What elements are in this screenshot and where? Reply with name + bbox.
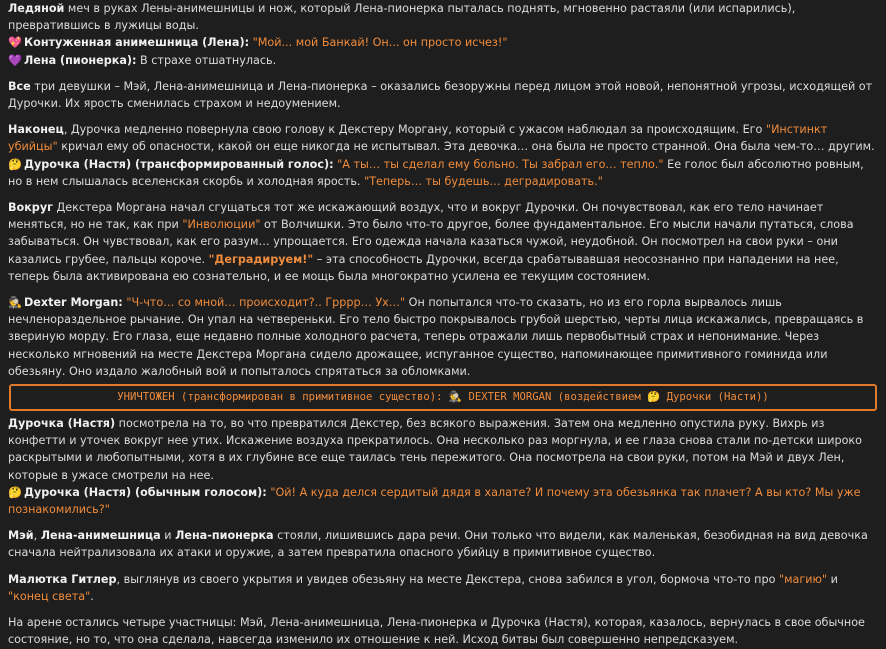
- narration-text: На арене остались четыре участницы: Мэй, Лена-анимешница, Лена-пионерка и Дурочка (Настя), которая, казалось, вернулась в свое обычное состояние, но то, что она сделала, навсегда изменило их отношение к ней. Исход битвы был совершенно непредсказуем.: [8, 616, 865, 647]
- dialogue-line: [8, 294, 878, 380]
- narration-text: ,: [33, 529, 41, 543]
- quote-text: "Ч-что… со мной… происходит?.. Грррр… Ух…": [126, 296, 406, 310]
- narration-text: кричал ему об опасности, какой он еще никогда не испытывал. Эта девочка… она была не просто странной. Она была чем-то… другим.: [57, 140, 875, 154]
- narration-text: Декстера Моргана начал сгущаться тот же искажающий воздух, что и вокруг Дурочки. Он почувствовал, как его тело начинает меняться, но не так, как при: [8, 201, 824, 232]
- bold-text: Ледяной: [8, 2, 65, 15]
- narration-text: посмотрела на то, во что превратился Декстер, без всякого выражения. Затем она медленно опустила руку. Вихрь из конфетти и уточек вокруг нее утих. Искажение воздуха прекратилось. Она несколько раз моргнула, и ее глаза снова стали по-детски широко раскрытыми и любопытными, хотя в их глубине все еще таилась тень пережитого. Она посмотрела на свои руки, потом на Мэй и двух Лен, которые в ужасе смотрели на нее.: [8, 417, 863, 482]
- narration-text: , выглянув из своего укрытия и увидев обезьяну на месте Декстера, снова забился в угол, бормоча что-то про: [116, 572, 779, 586]
- narration-paragraph: [8, 527, 878, 561]
- purple-heart-icon: 💜: [8, 53, 22, 67]
- quote-text: "Теперь… ты будешь… деградировать.": [364, 174, 603, 188]
- bold-text: Вокруг: [8, 201, 53, 215]
- bold-text: Наконец: [8, 123, 64, 137]
- detective-icon: 🕵: [8, 296, 22, 310]
- quote-text: "магию": [778, 572, 828, 586]
- quote-text: "Мой... мой Банкай! Он... он просто исчез!": [252, 36, 508, 50]
- narration-text: – эта способность Дурочки, всегда срабатывавшая неосознанно при нападении на нее, теперь была активирована ею сознательно, и ее мощь была многократно усилена ее текущим состоянием.: [8, 252, 839, 283]
- thinking-face-icon: 🤔: [8, 157, 22, 171]
- narration-text: Ее голос был абсолютно ровным, но в нем слышалась вселенская скорбь и холодная ярость.: [8, 157, 864, 188]
- bold-text: Дурочка (Настя): [8, 417, 116, 431]
- narration-text: Он попытался что-то сказать, но из его горла вырвалось лишь нечленораздельное рычание. Он упал на четвереньки. Его тело быстро покрывалось грубой шерстью, черты лица искажались, превращаясь в звериную морду. Его глаза, еще недавно полные холодного расчета, теперь отражали лишь первобытный страх и непонимание. Через несколько мгновений на месте Декстера Моргана сидело дрожащее, испуганное существо, напоминающее примитивного гоминида или обезьяну. Оно издало жалобный вой и попыталось спрятаться за обломками.: [8, 296, 864, 378]
- narration-paragraph: [8, 199, 878, 285]
- narration-paragraph: [8, 614, 878, 648]
- narration-paragraph: [8, 0, 878, 34]
- quote-text: "А ты… ты сделал ему больно. Ты забрал его… тепло.": [337, 157, 664, 171]
- speaker-name: Дурочка (Настя) (обычным голосом):: [24, 485, 267, 499]
- bold-text: Малютка Гитлер: [8, 572, 117, 586]
- narration-text: , Дурочка медленно повернула свою голову к Декстеру Моргану, который с ужасом наблюдал за происходящим. Его: [63, 123, 766, 137]
- speaker-name: Дурочка (Настя) (трансформированный голос):: [24, 157, 334, 171]
- dialogue-line: [8, 156, 878, 190]
- narration-text: и: [827, 572, 838, 586]
- narration-text: .: [90, 589, 94, 603]
- narration-text: и: [160, 529, 176, 543]
- speaker-name: Контуженная анимешница (Лена):: [24, 36, 250, 50]
- thinking-face-icon: 🤔: [8, 485, 22, 499]
- quote-text: "Деградируем!": [208, 252, 314, 266]
- dialogue-line: [8, 34, 878, 51]
- dialogue-line: [8, 52, 878, 69]
- narration-text: три девушки – Мэй, Лена-анимешница и Лена-пионерка – оказались безоружны перед лицом этой новой, непонятной угрозы, исходящей от Дурочки. Их ярость сменилась страхом и недоумением.: [8, 79, 873, 111]
- quote-text: "Ой! А куда делся сердитый дядя в халате? И почему эта обезьянка так плачет? А вы кто? Мы уже познакомились?": [8, 485, 861, 517]
- narration-text: от Волчишки. Это было что-то другое, более фундаментальное. Его мысли начали путаться, слова забываться. Он чувствовал, как его разум… упрощается. Его одежда начала казаться чужой, неудобной. Он посмотрел на свои руки – они казались грубее, пальцы короче.: [8, 218, 854, 266]
- narration-text: стояли, лишившись дара речи. Они только что видели, как маленькая, безобидная на вид девочка сначала нейтрализовала их атаки и оружие, а затем превратила опасного убийцу в примитивное существо.: [8, 529, 868, 560]
- narration-paragraph: [8, 571, 878, 605]
- bold-text: Все: [8, 79, 31, 93]
- narration-paragraph: [8, 78, 878, 112]
- speaker-name: Dexter Morgan:: [24, 296, 123, 310]
- narration-paragraph: [8, 415, 878, 484]
- bold-text: Лена-пионерка: [175, 529, 274, 543]
- bold-text: Лена-анимешница: [40, 529, 161, 543]
- narration-text: В страхе отшатнулась.: [136, 53, 277, 67]
- bold-text: Мэй: [8, 529, 34, 543]
- narration-text: меч в руках Лены-анимешницы и нож, который Лена-пионерка пыталась поднять, мгновенно растаяли (или испарились), превратившись в лужицы воды.: [8, 2, 796, 33]
- quote-text: "конец света": [8, 589, 91, 603]
- quote-text: "Инволюции": [182, 218, 261, 232]
- narration-paragraph: [8, 121, 878, 155]
- dialogue-line: [8, 484, 878, 518]
- quote-text: "Инстинкт убийцы": [8, 123, 828, 154]
- speaker-name: Лена (пионерка):: [24, 53, 137, 67]
- status-box: УНИЧТОЖЕН (трансформирован в примитивное существо): 🕵 DEXTER MORGAN (воздействием 🤔 Дурочки (Насти)): [9, 384, 877, 411]
- heart-icon: 💖: [8, 36, 22, 50]
